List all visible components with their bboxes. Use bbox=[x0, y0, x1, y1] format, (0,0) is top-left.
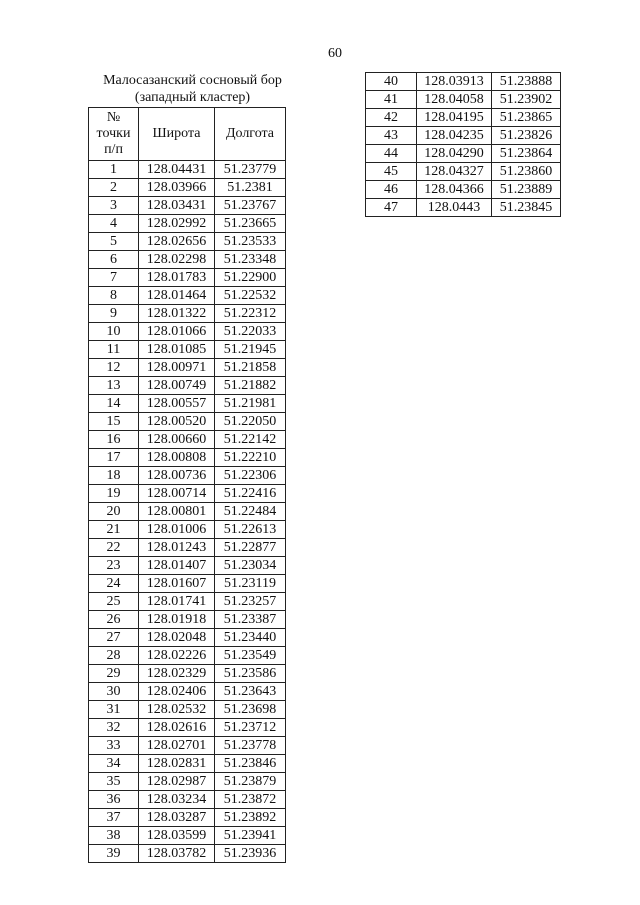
point-number-cell: 44 bbox=[366, 145, 417, 163]
latitude-cell: 128.04431 bbox=[139, 161, 215, 179]
point-number-cell: 15 bbox=[89, 413, 139, 431]
point-number-cell: 34 bbox=[89, 755, 139, 773]
latitude-cell: 128.01783 bbox=[139, 269, 215, 287]
point-number-cell: 46 bbox=[366, 181, 417, 199]
point-number-cell: 47 bbox=[366, 199, 417, 217]
point-number-cell: 31 bbox=[89, 701, 139, 719]
latitude-cell: 128.00557 bbox=[139, 395, 215, 413]
longitude-cell: 51.23533 bbox=[215, 233, 286, 251]
longitude-cell: 51.23119 bbox=[215, 575, 286, 593]
table-row bbox=[89, 521, 286, 539]
latitude-cell: 128.00971 bbox=[139, 359, 215, 377]
table-row bbox=[89, 611, 286, 629]
point-number-cell: 22 bbox=[89, 539, 139, 557]
longitude-cell: 51.23665 bbox=[215, 215, 286, 233]
longitude-cell: 51.22033 bbox=[215, 323, 286, 341]
longitude-cell: 51.23872 bbox=[215, 791, 286, 809]
coordinates-table-right bbox=[365, 72, 561, 217]
point-number-cell: 17 bbox=[89, 449, 139, 467]
latitude-cell: 128.01322 bbox=[139, 305, 215, 323]
longitude-cell: 51.23902 bbox=[492, 91, 561, 109]
point-number-cell: 10 bbox=[89, 323, 139, 341]
longitude-cell: 51.2381 bbox=[215, 179, 286, 197]
point-number-cell: 35 bbox=[89, 773, 139, 791]
latitude-cell: 128.02329 bbox=[139, 665, 215, 683]
longitude-cell: 51.23936 bbox=[215, 845, 286, 863]
point-number-cell: 18 bbox=[89, 467, 139, 485]
latitude-cell: 128.04290 bbox=[417, 145, 492, 163]
latitude-cell: 128.01407 bbox=[139, 557, 215, 575]
longitude-cell: 51.23257 bbox=[215, 593, 286, 611]
table-row bbox=[89, 845, 286, 863]
table-row bbox=[89, 413, 286, 431]
latitude-cell: 128.0443 bbox=[417, 199, 492, 217]
table-row bbox=[366, 145, 561, 163]
longitude-cell: 51.22613 bbox=[215, 521, 286, 539]
table-row bbox=[89, 773, 286, 791]
latitude-cell: 128.02992 bbox=[139, 215, 215, 233]
longitude-cell: 51.22306 bbox=[215, 467, 286, 485]
table-row bbox=[89, 467, 286, 485]
point-number-cell: 25 bbox=[89, 593, 139, 611]
table-row bbox=[89, 503, 286, 521]
latitude-cell: 128.01006 bbox=[139, 521, 215, 539]
point-number-cell: 4 bbox=[89, 215, 139, 233]
table-row bbox=[89, 233, 286, 251]
table-row bbox=[89, 737, 286, 755]
point-number-cell: 24 bbox=[89, 575, 139, 593]
table-row bbox=[89, 485, 286, 503]
point-number-cell: 5 bbox=[89, 233, 139, 251]
longitude-cell: 51.21981 bbox=[215, 395, 286, 413]
page-number: 60 bbox=[328, 46, 342, 61]
point-number-cell: 40 bbox=[366, 73, 417, 91]
table-row bbox=[89, 161, 286, 179]
longitude-cell: 51.23941 bbox=[215, 827, 286, 845]
header-point-number: № точки п/п bbox=[89, 108, 139, 161]
longitude-cell: 51.22532 bbox=[215, 287, 286, 305]
point-number-cell: 20 bbox=[89, 503, 139, 521]
longitude-cell: 51.23879 bbox=[215, 773, 286, 791]
table-row bbox=[89, 629, 286, 647]
longitude-cell: 51.21858 bbox=[215, 359, 286, 377]
latitude-cell: 128.03913 bbox=[417, 73, 492, 91]
point-number-cell: 1 bbox=[89, 161, 139, 179]
latitude-cell: 128.01464 bbox=[139, 287, 215, 305]
point-number-cell: 11 bbox=[89, 341, 139, 359]
point-number-cell: 7 bbox=[89, 269, 139, 287]
point-number-cell: 6 bbox=[89, 251, 139, 269]
point-number-cell: 27 bbox=[89, 629, 139, 647]
table-row bbox=[89, 359, 286, 377]
point-number-cell: 8 bbox=[89, 287, 139, 305]
longitude-cell: 51.22416 bbox=[215, 485, 286, 503]
latitude-cell: 128.00808 bbox=[139, 449, 215, 467]
table-row bbox=[89, 323, 286, 341]
point-number-cell: 16 bbox=[89, 431, 139, 449]
table-row bbox=[89, 719, 286, 737]
table-row bbox=[89, 791, 286, 809]
latitude-cell: 128.02656 bbox=[139, 233, 215, 251]
latitude-cell: 128.03599 bbox=[139, 827, 215, 845]
point-number-cell: 28 bbox=[89, 647, 139, 665]
table-header-row bbox=[89, 108, 286, 161]
coordinates-table-left bbox=[88, 107, 286, 863]
point-number-cell: 19 bbox=[89, 485, 139, 503]
latitude-cell: 128.01918 bbox=[139, 611, 215, 629]
longitude-cell: 51.22877 bbox=[215, 539, 286, 557]
table-title: Малосазанский сосновый бор (западный кластер) bbox=[103, 73, 282, 105]
table-row bbox=[366, 73, 561, 91]
latitude-cell: 128.02226 bbox=[139, 647, 215, 665]
table-row bbox=[89, 449, 286, 467]
longitude-cell: 51.21945 bbox=[215, 341, 286, 359]
latitude-cell: 128.03234 bbox=[139, 791, 215, 809]
table-row bbox=[89, 305, 286, 323]
latitude-cell: 128.02987 bbox=[139, 773, 215, 791]
latitude-cell: 128.03782 bbox=[139, 845, 215, 863]
longitude-cell: 51.23888 bbox=[492, 73, 561, 91]
longitude-cell: 51.23864 bbox=[492, 145, 561, 163]
point-number-cell: 13 bbox=[89, 377, 139, 395]
table-row bbox=[89, 647, 286, 665]
latitude-cell: 128.04195 bbox=[417, 109, 492, 127]
table-row bbox=[89, 251, 286, 269]
point-number-cell: 14 bbox=[89, 395, 139, 413]
table-row bbox=[89, 701, 286, 719]
point-number-cell: 37 bbox=[89, 809, 139, 827]
longitude-cell: 51.23549 bbox=[215, 647, 286, 665]
longitude-cell: 51.23860 bbox=[492, 163, 561, 181]
latitude-cell: 128.03966 bbox=[139, 179, 215, 197]
table-row bbox=[89, 341, 286, 359]
longitude-cell: 51.23712 bbox=[215, 719, 286, 737]
latitude-cell: 128.02616 bbox=[139, 719, 215, 737]
longitude-cell: 51.23034 bbox=[215, 557, 286, 575]
point-number-cell: 29 bbox=[89, 665, 139, 683]
latitude-cell: 128.04366 bbox=[417, 181, 492, 199]
longitude-cell: 51.22900 bbox=[215, 269, 286, 287]
point-number-cell: 36 bbox=[89, 791, 139, 809]
longitude-cell: 51.23767 bbox=[215, 197, 286, 215]
longitude-cell: 51.23846 bbox=[215, 755, 286, 773]
table-row bbox=[89, 593, 286, 611]
point-number-cell: 39 bbox=[89, 845, 139, 863]
point-number-cell: 41 bbox=[366, 91, 417, 109]
longitude-cell: 51.22050 bbox=[215, 413, 286, 431]
longitude-cell: 51.23586 bbox=[215, 665, 286, 683]
longitude-cell: 51.23348 bbox=[215, 251, 286, 269]
longitude-cell: 51.23387 bbox=[215, 611, 286, 629]
longitude-cell: 51.22312 bbox=[215, 305, 286, 323]
latitude-cell: 128.02701 bbox=[139, 737, 215, 755]
latitude-cell: 128.02831 bbox=[139, 755, 215, 773]
latitude-cell: 128.02048 bbox=[139, 629, 215, 647]
longitude-cell: 51.22142 bbox=[215, 431, 286, 449]
point-number-cell: 45 bbox=[366, 163, 417, 181]
table-row bbox=[89, 179, 286, 197]
table-row bbox=[89, 665, 286, 683]
longitude-cell: 51.22484 bbox=[215, 503, 286, 521]
longitude-cell: 51.21882 bbox=[215, 377, 286, 395]
point-number-cell: 32 bbox=[89, 719, 139, 737]
header-latitude: Широта bbox=[139, 108, 215, 161]
latitude-cell: 128.00660 bbox=[139, 431, 215, 449]
latitude-cell: 128.01243 bbox=[139, 539, 215, 557]
latitude-cell: 128.01741 bbox=[139, 593, 215, 611]
latitude-cell: 128.03287 bbox=[139, 809, 215, 827]
table-row bbox=[89, 431, 286, 449]
latitude-cell: 128.01607 bbox=[139, 575, 215, 593]
longitude-cell: 51.23845 bbox=[492, 199, 561, 217]
table-row bbox=[89, 377, 286, 395]
table-row bbox=[366, 91, 561, 109]
longitude-cell: 51.23826 bbox=[492, 127, 561, 145]
longitude-cell: 51.23889 bbox=[492, 181, 561, 199]
point-number-cell: 9 bbox=[89, 305, 139, 323]
longitude-cell: 51.23643 bbox=[215, 683, 286, 701]
point-number-cell: 21 bbox=[89, 521, 139, 539]
longitude-cell: 51.23865 bbox=[492, 109, 561, 127]
latitude-cell: 128.02406 bbox=[139, 683, 215, 701]
point-number-cell: 3 bbox=[89, 197, 139, 215]
table-row bbox=[366, 127, 561, 145]
point-number-cell: 26 bbox=[89, 611, 139, 629]
longitude-cell: 51.23778 bbox=[215, 737, 286, 755]
point-number-cell: 2 bbox=[89, 179, 139, 197]
table-row bbox=[89, 539, 286, 557]
latitude-cell: 128.00736 bbox=[139, 467, 215, 485]
latitude-cell: 128.01066 bbox=[139, 323, 215, 341]
longitude-cell: 51.23892 bbox=[215, 809, 286, 827]
point-number-cell: 12 bbox=[89, 359, 139, 377]
longitude-cell: 51.23779 bbox=[215, 161, 286, 179]
latitude-cell: 128.04235 bbox=[417, 127, 492, 145]
longitude-cell: 51.23698 bbox=[215, 701, 286, 719]
point-number-cell: 42 bbox=[366, 109, 417, 127]
table-row bbox=[89, 287, 286, 305]
table-row bbox=[366, 109, 561, 127]
table-row bbox=[89, 395, 286, 413]
table-row bbox=[366, 163, 561, 181]
latitude-cell: 128.04327 bbox=[417, 163, 492, 181]
table-row bbox=[89, 683, 286, 701]
longitude-cell: 51.22210 bbox=[215, 449, 286, 467]
latitude-cell: 128.00749 bbox=[139, 377, 215, 395]
latitude-cell: 128.04058 bbox=[417, 91, 492, 109]
point-number-cell: 38 bbox=[89, 827, 139, 845]
latitude-cell: 128.03431 bbox=[139, 197, 215, 215]
latitude-cell: 128.01085 bbox=[139, 341, 215, 359]
header-longitude: Долгота bbox=[215, 108, 286, 161]
point-number-cell: 33 bbox=[89, 737, 139, 755]
table-row bbox=[366, 199, 561, 217]
table-row bbox=[89, 809, 286, 827]
table-row bbox=[89, 269, 286, 287]
table-row bbox=[366, 181, 561, 199]
latitude-cell: 128.00714 bbox=[139, 485, 215, 503]
longitude-cell: 51.23440 bbox=[215, 629, 286, 647]
table-row bbox=[89, 827, 286, 845]
latitude-cell: 128.02532 bbox=[139, 701, 215, 719]
table-row bbox=[89, 215, 286, 233]
point-number-cell: 43 bbox=[366, 127, 417, 145]
table-row bbox=[89, 575, 286, 593]
latitude-cell: 128.00520 bbox=[139, 413, 215, 431]
latitude-cell: 128.02298 bbox=[139, 251, 215, 269]
point-number-cell: 30 bbox=[89, 683, 139, 701]
table-row bbox=[89, 755, 286, 773]
latitude-cell: 128.00801 bbox=[139, 503, 215, 521]
table-row bbox=[89, 557, 286, 575]
table-row bbox=[89, 197, 286, 215]
point-number-cell: 23 bbox=[89, 557, 139, 575]
